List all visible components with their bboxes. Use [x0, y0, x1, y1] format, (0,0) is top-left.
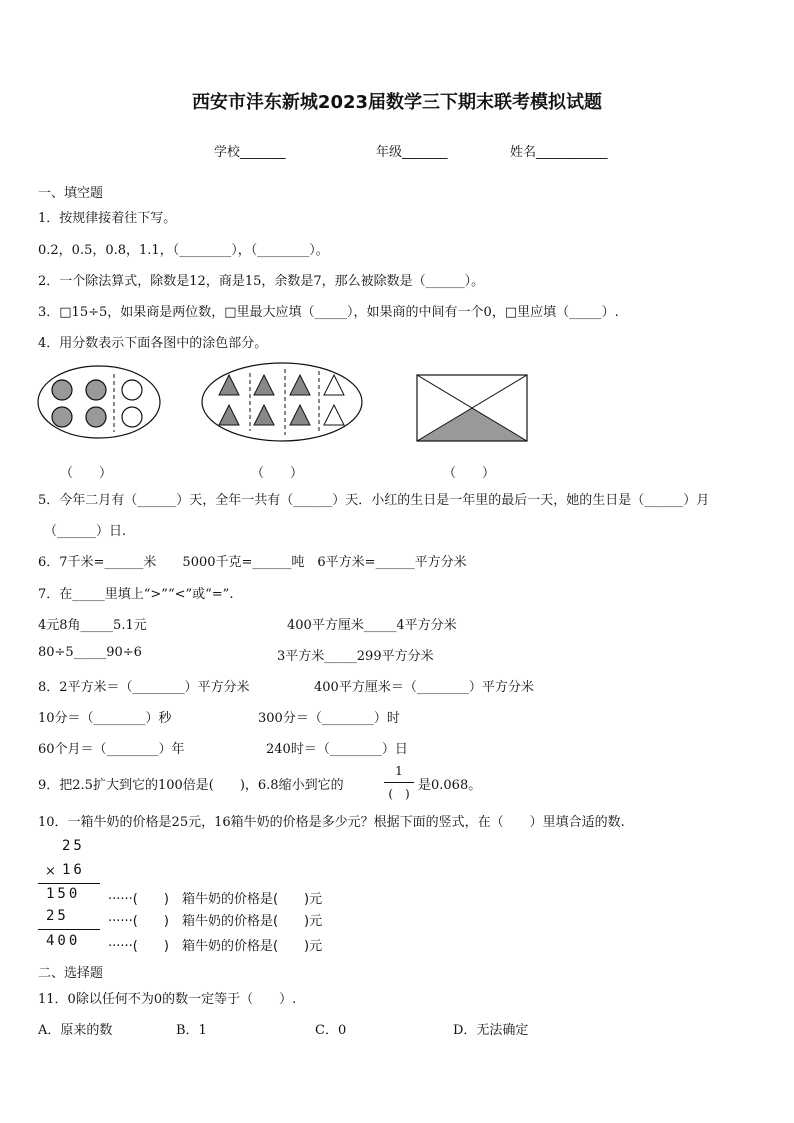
grade-field: 年级_______ [376, 145, 448, 160]
figure-rectangle [416, 374, 528, 442]
q11-stem: 11．0除以任何不为0的数一定等于（ ）. [38, 992, 297, 1007]
q10-stem: 10．一箱牛奶的价格是25元，16箱牛奶的价格是多少元？根据下面的竖式，在（ ）里填合适的数. [38, 815, 625, 830]
figure-circles [36, 364, 162, 440]
q8-item-a: 8．2平方米＝（________）平方分米 [38, 680, 250, 695]
shaded-circle [52, 380, 72, 400]
name-field: 姓名___________ [510, 145, 608, 160]
q4-answer-blank: （ ） [60, 466, 113, 481]
q4-answer-blank: （ ） [251, 466, 304, 481]
q11-option-c: C．0 [315, 1023, 347, 1038]
times-sign: × [45, 864, 56, 879]
q8-item-b: 400平方厘米＝（________）平方分米 [314, 680, 534, 695]
shaded-triangle [290, 405, 310, 425]
q5-line2: （______）日. [44, 524, 127, 539]
section-fill-blank-heading: 一、填空题 [38, 186, 104, 201]
empty-circle [122, 380, 142, 400]
q7-item-c: 80÷5_____90÷6 [38, 645, 142, 660]
school-field: 学校_______ [214, 145, 286, 160]
shaded-triangle [290, 375, 310, 395]
calc-line [38, 929, 100, 930]
shaded-triangle [219, 375, 239, 395]
q9-text-end: 是0.068。 [418, 778, 482, 793]
fraction-denominator: ( ) [388, 787, 410, 801]
q11-option-d: D．无法确定 [453, 1023, 529, 1038]
shaded-triangle [254, 375, 274, 395]
fraction-numerator: 1 [395, 764, 403, 778]
q8-item-c: 10分＝（________）秒 [38, 711, 172, 726]
figure-triangles [200, 361, 364, 443]
q7-item-b: 400平方厘米_____4平方分米 [287, 618, 457, 633]
product: 400 [46, 933, 81, 949]
q8-item-e: 60个月＝（________）年 [38, 742, 185, 757]
calc-line [38, 883, 100, 884]
shaded-circle [86, 380, 106, 400]
page-title: 西安市沣东新城2023届数学三下期末联考模拟试题 [191, 92, 603, 113]
q8-item-d: 300分＝（________）时 [258, 711, 400, 726]
partial-product-1: 150 [46, 886, 81, 902]
oval-outline [38, 366, 160, 438]
q4-stem: 4．用分数表示下面各图中的涂色部分。 [38, 336, 268, 351]
empty-circle [122, 407, 142, 427]
q8-item-f: 240时＝（________）日 [266, 742, 408, 757]
q7-item-a: 4元8角_____5.1元 [38, 618, 147, 633]
q5-line1: 5．今年二月有（______）天，全年一共有（______）天．小红的生日是一年里的最后一天，她的生日是（______）月 [38, 493, 710, 508]
q6-text: 6．7千米=______米 5000千克=______吨 6平方米=______平方分米 [38, 555, 467, 570]
section-choice-heading: 二、选择题 [38, 966, 104, 981]
q7-item-d: 3平方米_____299平方分米 [277, 649, 434, 664]
shaded-circle [86, 407, 106, 427]
q7-stem: 7．在_____里填上“>”“<”或“=”. [38, 587, 234, 602]
q2-text: 2．一个除法算式，除数是12，商是15，余数是7，那么被除数是（______）。 [38, 274, 485, 289]
q4-answer-blank: （ ） [443, 466, 496, 481]
multiplicand: 25 [62, 838, 85, 854]
multiplier: 16 [62, 862, 85, 878]
q10-row-1: ······( ) 箱牛奶的价格是( )元 [108, 892, 323, 907]
fraction-bar [384, 782, 414, 783]
q10-row-3: ······( ) 箱牛奶的价格是( )元 [108, 939, 323, 954]
q1-stem: 1．按规律接着往下写。 [38, 211, 177, 226]
q11-option-a: A．原来的数 [38, 1023, 113, 1038]
q11-option-b: B．1 [176, 1023, 207, 1038]
q9-text: 9．把2.5扩大到它的100倍是( )，6.8缩小到它的 [38, 778, 344, 793]
q10-row-2: ······( ) 箱牛奶的价格是( )元 [108, 914, 323, 929]
oval-outline [202, 363, 362, 441]
shaded-triangle [254, 405, 274, 425]
empty-triangle [324, 405, 344, 425]
shaded-triangle [219, 405, 239, 425]
q1-sequence: 0.2，0.5，0.8，1.1，（________），（________）。 [38, 243, 329, 258]
shaded-circle [52, 407, 72, 427]
q3-text: 3．□15÷5，如果商是两位数，□里最大应填（_____），如果商的中间有一个0，□里应填（_____）. [38, 305, 619, 320]
empty-triangle [324, 375, 344, 395]
partial-product-2: 25 [46, 908, 69, 924]
shaded-region [417, 408, 527, 441]
